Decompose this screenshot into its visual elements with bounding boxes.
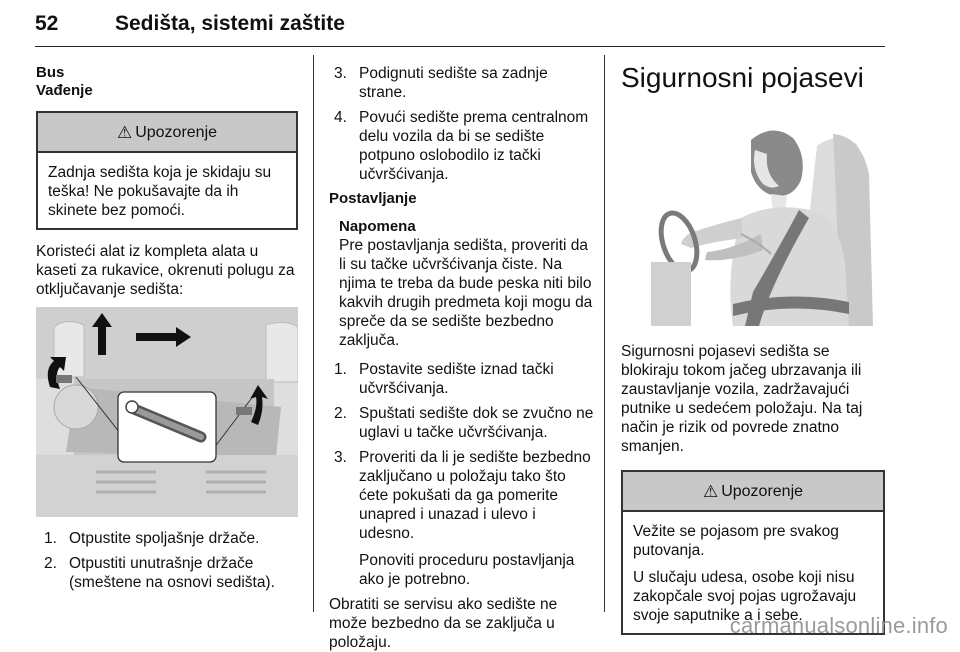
column-1 bbox=[36, 64, 298, 598]
note-block bbox=[329, 218, 594, 350]
note-title: Napomena bbox=[339, 218, 416, 235]
column-2 bbox=[329, 64, 594, 652]
warning-box bbox=[36, 111, 298, 230]
heading-bus: Bus bbox=[36, 64, 65, 81]
list-item: 3. Podignuti sedište sa zadnje strane. bbox=[334, 65, 548, 101]
column-divider-2 bbox=[604, 55, 605, 612]
warning-triangle-icon: ⚠ bbox=[702, 481, 719, 501]
page-number: 52 bbox=[35, 12, 59, 35]
step-extra-text: Ponoviti proceduru postavljanja ako je potrebno. bbox=[359, 552, 575, 588]
watermark: carmanualsonline.info bbox=[729, 613, 948, 638]
warning-body bbox=[38, 153, 296, 228]
column-3 bbox=[621, 62, 885, 635]
seatbelt-illustration bbox=[621, 114, 885, 326]
closing-paragraph: Obratiti se servisu ako sedište ne može bezbedno da se zaključa u položaju. bbox=[329, 596, 558, 651]
warning-header bbox=[623, 472, 883, 512]
warning-title: Upozorenje bbox=[721, 482, 804, 500]
warning-title: Upozorenje bbox=[135, 123, 218, 141]
heading-installation: Postavljanje bbox=[329, 190, 417, 207]
removal-steps-list bbox=[36, 529, 298, 592]
warning-header bbox=[38, 113, 296, 153]
warning-triangle-icon: ⚠ bbox=[116, 122, 133, 142]
chapter-title: Sedišta, sistemi zaštite bbox=[115, 12, 345, 35]
list-item: 2. Spuštati sedište dok se zvučno ne uglavi u tačke učvršćivanja. bbox=[334, 405, 594, 441]
seatbelt-paragraph: Sigurnosni pojasevi sedišta se blokiraju tokom jačeg ubrzavanja ili zaustavljanje vozila, zadržavajući putnike u sedećem položaju. Na taj način je rizik od povrede znatno smanjen. bbox=[621, 343, 863, 455]
section-title: Sigurnosni pojasevi bbox=[621, 62, 864, 93]
heading-removal: Vađenje bbox=[36, 82, 93, 99]
seat-release-illustration bbox=[36, 307, 298, 517]
warning-text: Zadnja sedišta koja je skidaju su teška! Ne pokušavajte da ih skinete bez pomoći. bbox=[48, 164, 272, 219]
page-header bbox=[35, 8, 885, 47]
list-item: 3. Proveriti da li je sedište bezbedno zaključano u položaju tako što ćete pokušati da ga pomerite unapred i unazad i ulevo i udesno. Ponoviti proceduru postavljanja ako je potrebno. bbox=[334, 448, 594, 589]
list-item: 1. Postavite sedište iznad tački učvršćivanja. bbox=[334, 361, 554, 397]
instruction-paragraph: Koristeći alat iz kompleta alata u kaseti za rukavice, okrenuti polugu za otključavanje sedišta: bbox=[36, 243, 295, 298]
column-divider-1 bbox=[313, 55, 314, 612]
list-item: 2. Otpustiti unutrašnje držače (smeštene na osnovi sedišta). bbox=[44, 555, 275, 591]
removal-steps-continued bbox=[329, 64, 594, 184]
list-item: 4. Povući sedište prema centralnom delu vozila da bi se sedište potpuno oslobodilo iz tački učvršćivanja. bbox=[334, 109, 589, 183]
note-text: Pre postavljanja sedišta, proveriti da li su tačke učvršćivanja čiste. Na njima te treba da bude peska niti bilo kakvih drugih predmeta koji mogu da spreče da se sedište bezbedno zaključa. bbox=[339, 237, 593, 349]
warning-text: U slučaju udesa, osobe koji nisu zakopčale svoj pojas ugrožavaju svoje saputnike a i sebe. bbox=[633, 569, 857, 624]
list-item: 1. Otpustite spoljašnje držače. bbox=[44, 530, 260, 547]
seatbelt-warning-box bbox=[621, 470, 885, 635]
warning-text: Vežite se pojasom pre svakog putovanja. bbox=[633, 523, 839, 559]
installation-steps-list bbox=[329, 360, 594, 589]
